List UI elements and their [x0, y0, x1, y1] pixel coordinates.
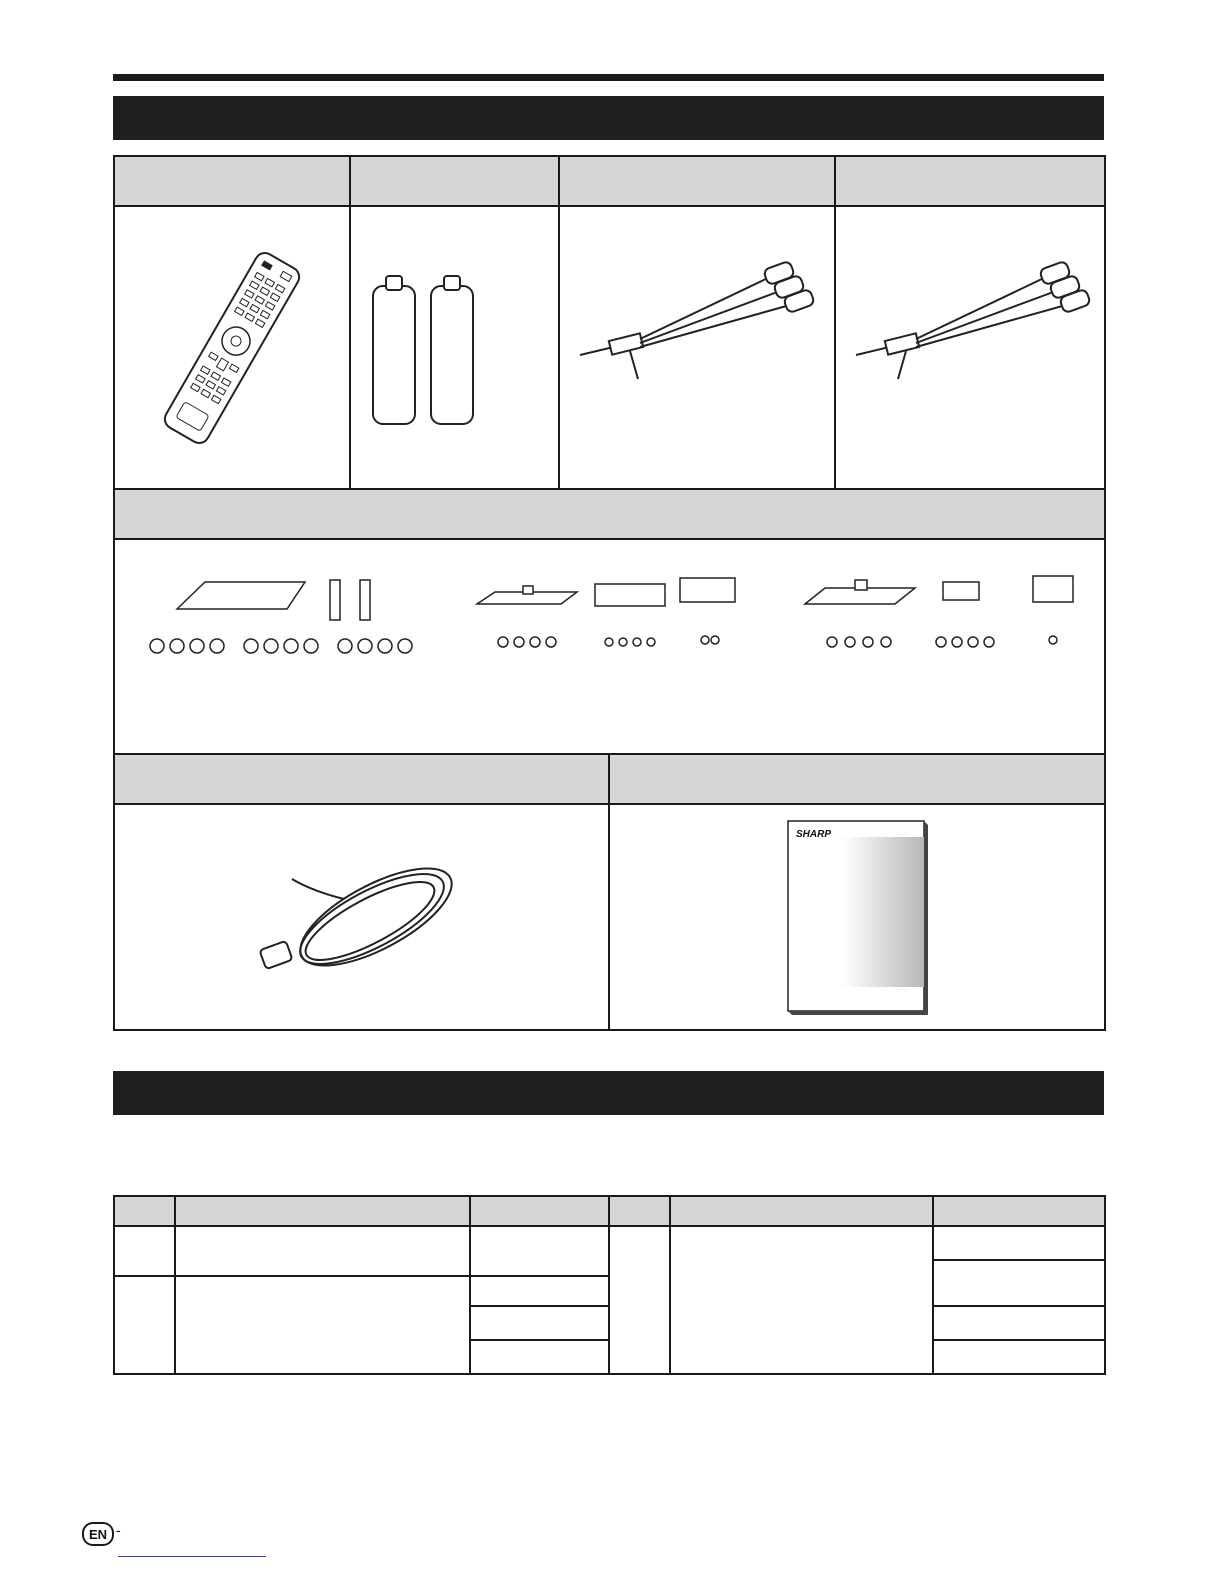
language-badge: EN [82, 1522, 114, 1546]
remote-cell [114, 206, 350, 489]
spec-cell [470, 1226, 609, 1276]
batteries-cell [350, 206, 559, 489]
remote-header-cell [114, 156, 350, 206]
accessories-table [113, 155, 1106, 756]
spec-cell [470, 1276, 609, 1306]
batteries-illustration [351, 268, 501, 428]
spec-header-cell [609, 1196, 670, 1226]
footer-link-underline[interactable] [118, 1556, 266, 1557]
spec-header-cell [670, 1196, 933, 1226]
spec-cell [670, 1226, 933, 1374]
manual-brand-logo: SHARP [796, 829, 832, 840]
stand-header-cell [114, 489, 1105, 539]
ac-cord-cell [114, 804, 609, 1030]
spec-cell [114, 1226, 175, 1276]
spec-cell [933, 1226, 1105, 1260]
stand-units-illustration [115, 564, 1102, 694]
av-cable-cell [559, 206, 835, 489]
stand-cell [114, 539, 1105, 755]
manual-illustration [782, 817, 932, 1017]
av-cable-header-cell [559, 156, 835, 206]
spec-cell [609, 1226, 670, 1374]
spec-cell [175, 1226, 470, 1276]
specifications-table [113, 1195, 1106, 1375]
spec-cell [175, 1276, 470, 1374]
manual-cell [609, 804, 1105, 1030]
manual-header-cell [609, 754, 1105, 804]
spec-header-cell [114, 1196, 175, 1226]
specifications-heading-bar [113, 1071, 1104, 1115]
top-rule [113, 74, 1104, 81]
ac-cord-header-cell [114, 754, 609, 804]
ac-cord-illustration [252, 859, 472, 989]
batteries-header-cell [350, 156, 559, 206]
spec-cell [933, 1260, 1105, 1306]
component-cable-illustration [836, 247, 1100, 397]
spec-cell [933, 1340, 1105, 1374]
spec-cell [933, 1306, 1105, 1340]
remote-control-illustration [115, 228, 349, 468]
spec-header-cell [175, 1196, 470, 1226]
spec-cell [470, 1340, 609, 1374]
spec-header-cell [933, 1196, 1105, 1226]
av-cable-illustration [560, 247, 830, 397]
component-cable-cell [835, 206, 1105, 489]
supplied-accessories-heading-bar [113, 96, 1104, 140]
spec-cell [114, 1276, 175, 1374]
page-number-dash: - [116, 1522, 121, 1538]
spec-header-cell [470, 1196, 609, 1226]
component-cable-header-cell [835, 156, 1105, 206]
accessories-table-lower [113, 753, 1106, 1031]
spec-cell [470, 1306, 609, 1340]
